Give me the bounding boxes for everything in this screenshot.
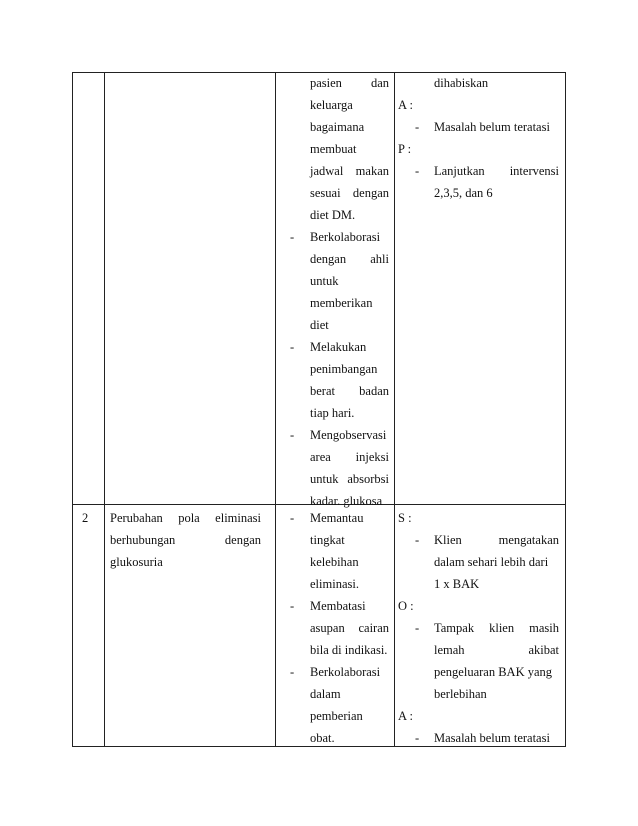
- intervention-line: berat badan: [310, 384, 389, 398]
- row-border: [72, 72, 566, 73]
- intervention-line: dalam: [310, 687, 341, 701]
- eval-o-label: O :: [398, 599, 414, 613]
- intervention-line: pasien dan: [310, 76, 389, 90]
- row-number: 2: [82, 511, 89, 525]
- eval-a-item: Masalah belum teratasi: [434, 120, 550, 134]
- eval-p-label: P :: [398, 142, 412, 156]
- intervention-line: kadar. glukosa: [310, 494, 383, 508]
- intervention-line: keluarga: [310, 98, 353, 112]
- intervention-line: Melakukan: [310, 340, 367, 354]
- dash: -: [290, 511, 295, 525]
- dash: -: [415, 621, 420, 635]
- row-border: [72, 746, 566, 747]
- intervention-line: tingkat: [310, 533, 345, 547]
- intervention-line: area injeksi: [310, 450, 389, 464]
- intervention-line: tiap hari.: [310, 406, 355, 420]
- intervention-line: diet DM.: [310, 208, 356, 222]
- eval-o-line: pengeluaran BAK yang: [434, 665, 553, 679]
- dash: -: [290, 428, 295, 442]
- eval-o-line: lemah akibat: [434, 643, 559, 657]
- intervention-line: Berkolaborasi: [310, 230, 381, 244]
- intervention-line: obat.: [310, 731, 335, 745]
- eval-p-item-line: Lanjutkan intervensi: [434, 164, 559, 178]
- dash: -: [415, 164, 420, 178]
- intervention-line: membuat: [310, 142, 357, 156]
- eval-s-line: dalam sehari lebih dari: [434, 555, 549, 569]
- dash: -: [290, 599, 295, 613]
- intervention-line: Memantau: [310, 511, 364, 525]
- col-border: [104, 72, 105, 747]
- col-border: [565, 72, 566, 747]
- eval-s-line: 1 x BAK: [434, 577, 480, 591]
- intervention-line: Berkolaborasi: [310, 665, 381, 679]
- dash: -: [290, 340, 295, 354]
- eval-a-label: A :: [398, 709, 413, 723]
- intervention-line: sesuai dengan: [310, 186, 389, 200]
- intervention-line: dengan ahli: [310, 252, 389, 266]
- eval-s-label: S :: [398, 511, 412, 525]
- intervention-line: diet: [310, 318, 329, 332]
- diagnosis-line: glukosuria: [110, 555, 163, 569]
- intervention-line: kelebihan: [310, 555, 359, 569]
- dash: -: [290, 665, 295, 679]
- intervention-line: eliminasi.: [310, 577, 359, 591]
- eval-o-line: berlebihan: [434, 687, 487, 701]
- intervention-line: asupan cairan: [310, 621, 389, 635]
- intervention-line: untuk: [310, 274, 339, 288]
- col-border: [275, 72, 276, 747]
- dash: -: [415, 731, 420, 745]
- col-border: [394, 72, 395, 747]
- eval-text: dihabiskan: [434, 76, 489, 90]
- intervention-line: pemberian: [310, 709, 363, 723]
- eval-a-item: Masalah belum teratasi: [434, 731, 550, 745]
- dash: -: [290, 230, 295, 244]
- intervention-line: memberikan: [310, 296, 373, 310]
- eval-p-item-line: 2,3,5, dan 6: [434, 186, 493, 200]
- eval-a-label: A :: [398, 98, 413, 112]
- dash: -: [415, 533, 420, 547]
- intervention-line: bila di indikasi.: [310, 643, 388, 657]
- intervention-line: Membatasi: [310, 599, 366, 613]
- intervention-line: Mengobservasi: [310, 428, 387, 442]
- diagnosis-line: berhubungan dengan: [110, 533, 261, 547]
- intervention-line: untuk absorbsi: [310, 472, 389, 486]
- intervention-line: bagaimana: [310, 120, 365, 134]
- col-border: [72, 72, 73, 747]
- intervention-line: jadwal makan: [310, 164, 389, 178]
- dash: -: [415, 120, 420, 134]
- intervention-line: penimbangan: [310, 362, 378, 376]
- eval-o-line: Tampak klien masih: [434, 621, 559, 635]
- eval-s-line: Klien mengatakan: [434, 533, 559, 547]
- diagnosis-line: Perubahan pola eliminasi: [110, 511, 261, 525]
